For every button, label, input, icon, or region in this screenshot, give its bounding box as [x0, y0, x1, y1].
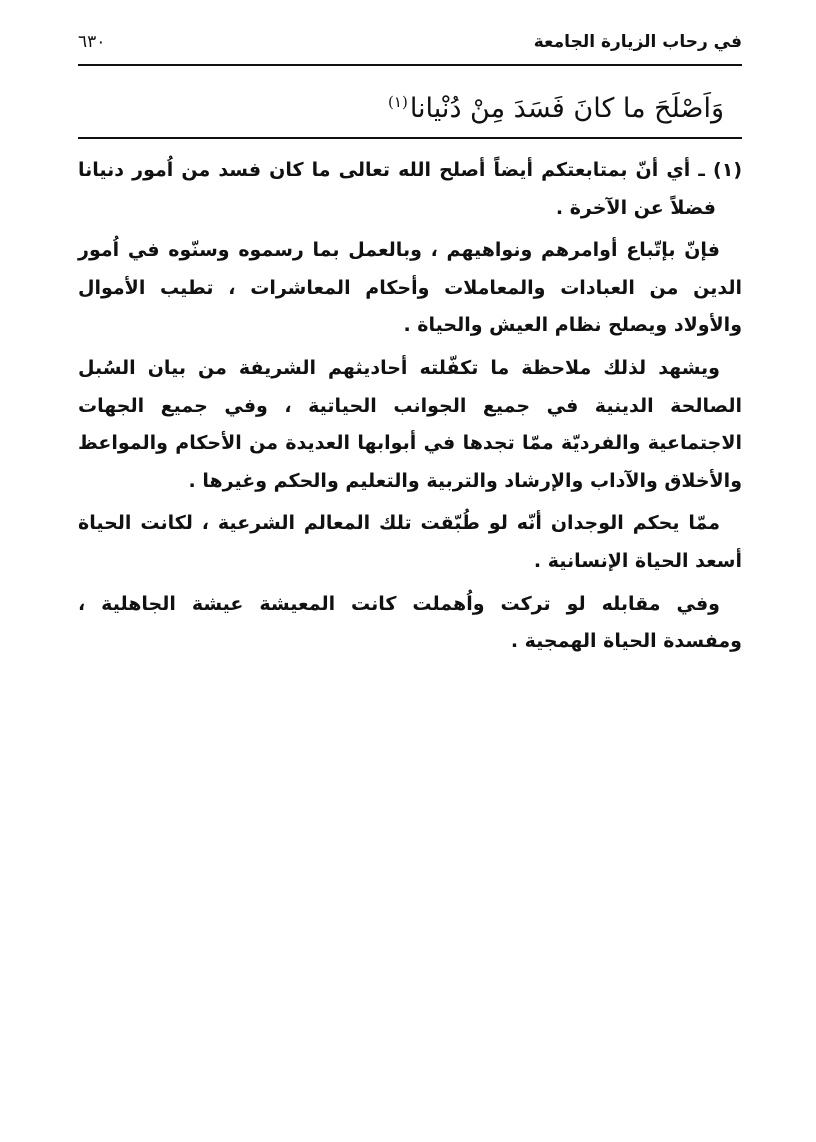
- footnote-paragraph-5: وفي مقابله لو تركت واُهملت كانت المعيشة عيشة الجاهلية ، ومفسدة الحياة الهمجية .: [78, 592, 742, 653]
- footnote-paragraph-2: فإنّ بإتّباع أوامرهم ونواهيهم ، وبالعمل بما رسموه وسنّوه في اُمور الدين من العبادات والمعاملات وأحكام المعاشرات ، تطيب الأموال والأولاد ويصلح نظام العيش والحياة .: [78, 239, 742, 337]
- page-number: ٦٣٠: [78, 32, 106, 52]
- footnote-marker: (١) ـ: [698, 159, 742, 181]
- header-rule: [78, 64, 742, 66]
- running-header: [78, 30, 742, 64]
- verse-line: [84, 80, 724, 131]
- paragraph-text: أي أنّ بمتابعتكم أيضاً أصلح الله تعالى ما كان فسد من اُمور دنيانا فضلاً عن الآخرة .: [78, 159, 716, 219]
- running-title: في رحاب الزيارة الجامعة: [533, 32, 742, 52]
- footnote-paragraph-4: ممّا يحكم الوجدان أنّه لو طُبّقت تلك المعالم الشرعية ، لكانت الحياة أسعد الحياة الإنسانية .: [78, 512, 742, 572]
- footnote-separator-rule: [78, 137, 742, 139]
- footnote-paragraph-3: ويشهد لذلك ملاحظة ما تكفّلته أحاديثهم الشريفة من بيان السُبل الصالحة الدينية في جميع الجوانب الحياتية ، وفي جميع الجهات الاجتماعية والفرديّة ممّا تجدها في أبوابها العديدة من الأحكام والمواعظ والأخلاق والآداب والإرشاد والتربية والتعليم والحكم وغيرها .: [78, 356, 742, 492]
- footnote-reference: (١): [388, 93, 408, 111]
- footnote-paragraph-1: [78, 152, 742, 227]
- verse-text: وَاَصْلَحَ ما كانَ فَسَدَ مِنْ دُنْيانا: [409, 93, 724, 124]
- footnote-commentary: [78, 152, 742, 666]
